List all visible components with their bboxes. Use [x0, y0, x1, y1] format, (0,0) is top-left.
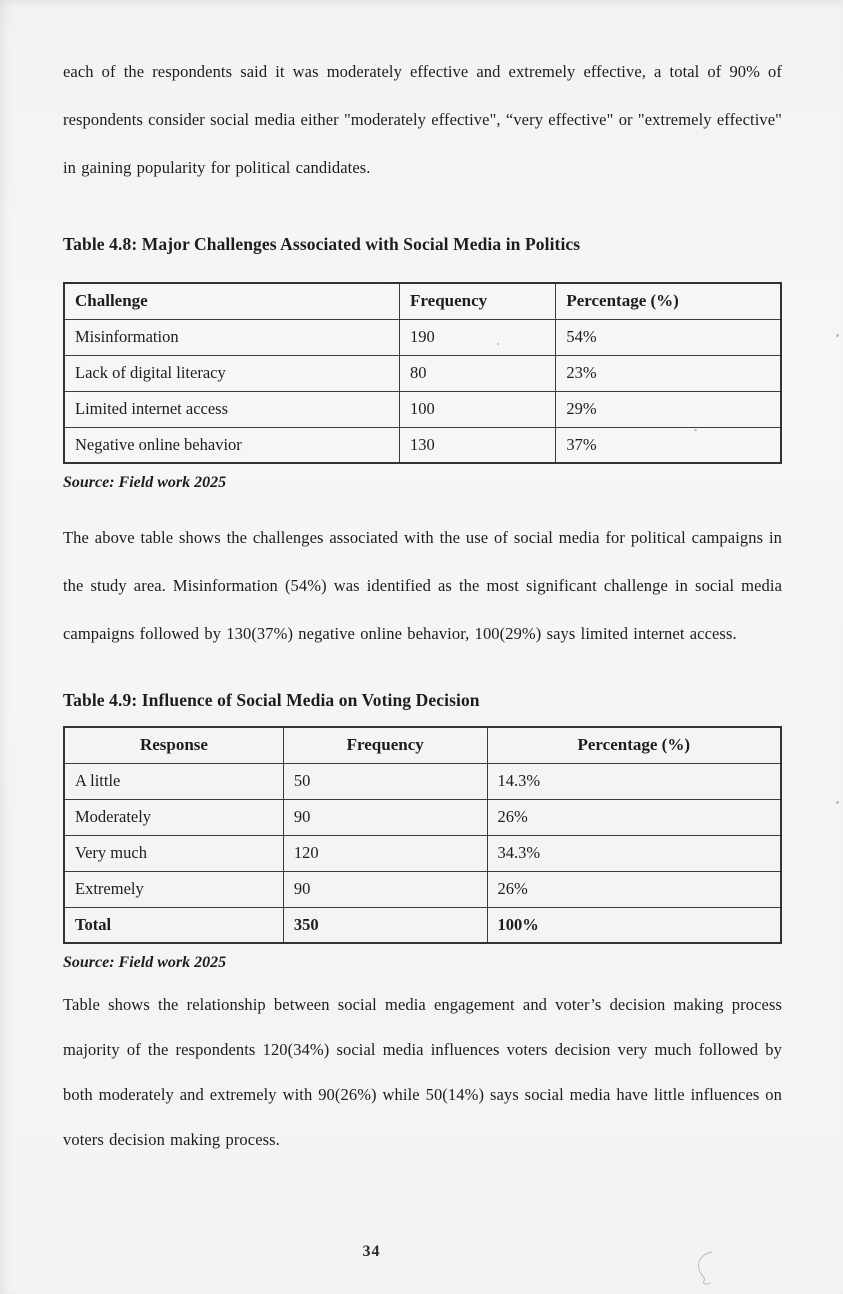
table-header-row [64, 727, 781, 763]
scan-speck [836, 801, 839, 804]
table-cell: Misinformation [64, 319, 400, 355]
table-row [64, 871, 781, 907]
table-4-8 [63, 282, 782, 464]
table-cell: 100% [487, 907, 781, 943]
table-cell: 120 [283, 835, 487, 871]
table-cell: 90 [283, 799, 487, 835]
table-row [64, 319, 781, 355]
table-cell: Limited internet access [64, 391, 400, 427]
table-cell: 54% [556, 319, 781, 355]
table-cell: 14.3% [487, 763, 781, 799]
table-4-9-source: Source: Field work 2025 [63, 954, 227, 971]
table-cell: 29% [556, 391, 781, 427]
pen-mark [688, 1248, 740, 1288]
page-number: 34 [362, 1243, 381, 1260]
table-row [64, 763, 781, 799]
table-cell: Moderately [64, 799, 283, 835]
table-cell: 350 [283, 907, 487, 943]
table-row [64, 427, 781, 463]
table-4-9 [63, 726, 782, 944]
table-cell: 26% [487, 799, 781, 835]
table-cell: Lack of digital literacy [64, 355, 400, 391]
paragraph-intro: each of the respondents said it was moderately effective and extremely effective, a total of 90% of respondents consider social media either "moderately effective", “very effective" or "extremely effective" in gaining popularity for political candidates. [63, 62, 782, 177]
table-cell: 100 [400, 391, 556, 427]
table-cell: 26% [487, 871, 781, 907]
column-header-frequency: Frequency [283, 727, 487, 763]
table-cell: 80 [400, 355, 556, 391]
column-header-percentage: Percentage (%) [556, 283, 781, 319]
table-4-8-caption: Table 4.8: Major Challenges Associated with Social Media in Politics [63, 234, 581, 254]
scan-speck [694, 429, 697, 431]
table-cell: 130 [400, 427, 556, 463]
table-4-8-source: Source: Field work 2025 [63, 474, 227, 491]
table-cell: 50 [283, 763, 487, 799]
column-header-challenge: Challenge [64, 283, 400, 319]
table-cell: A little [64, 763, 283, 799]
scan-speck [497, 343, 499, 345]
table-row [64, 355, 781, 391]
table-row [64, 835, 781, 871]
scan-speck [836, 334, 839, 337]
table-cell: 34.3% [487, 835, 781, 871]
table-cell: 37% [556, 427, 781, 463]
table-cell: 23% [556, 355, 781, 391]
column-header-frequency: Frequency [400, 283, 556, 319]
table-cell: 90 [283, 871, 487, 907]
table-row [64, 799, 781, 835]
table-header-row [64, 283, 781, 319]
table-cell: Negative online behavior [64, 427, 400, 463]
table-4-9-caption: Table 4.9: Influence of Social Media on Voting Decision [63, 690, 480, 710]
table-cell: 190 [400, 319, 556, 355]
table-row-total [64, 907, 781, 943]
table-cell: Extremely [64, 871, 283, 907]
paragraph-table-4-8-discussion: The above table shows the challenges associated with the use of social media for political campaigns in the study area. Misinformation (54%) was identified as the most significant challenge in social media campaigns followed by 130(37%) negative online behavior, 100(29%) says limited internet access. [63, 528, 782, 643]
column-header-percentage: Percentage (%) [487, 727, 781, 763]
paragraph-table-4-9-discussion: Table shows the relationship between social media engagement and voter’s decision making process majority of the respondents 120(34%) social media influences voters decision very much followed by both moderately and extremely with 90(26%) while 50(14%) says social media have little influences on voters decision making process. [63, 995, 782, 1149]
table-cell: Very much [64, 835, 283, 871]
table-cell: Total [64, 907, 283, 943]
table-row [64, 391, 781, 427]
column-header-response: Response [64, 727, 283, 763]
